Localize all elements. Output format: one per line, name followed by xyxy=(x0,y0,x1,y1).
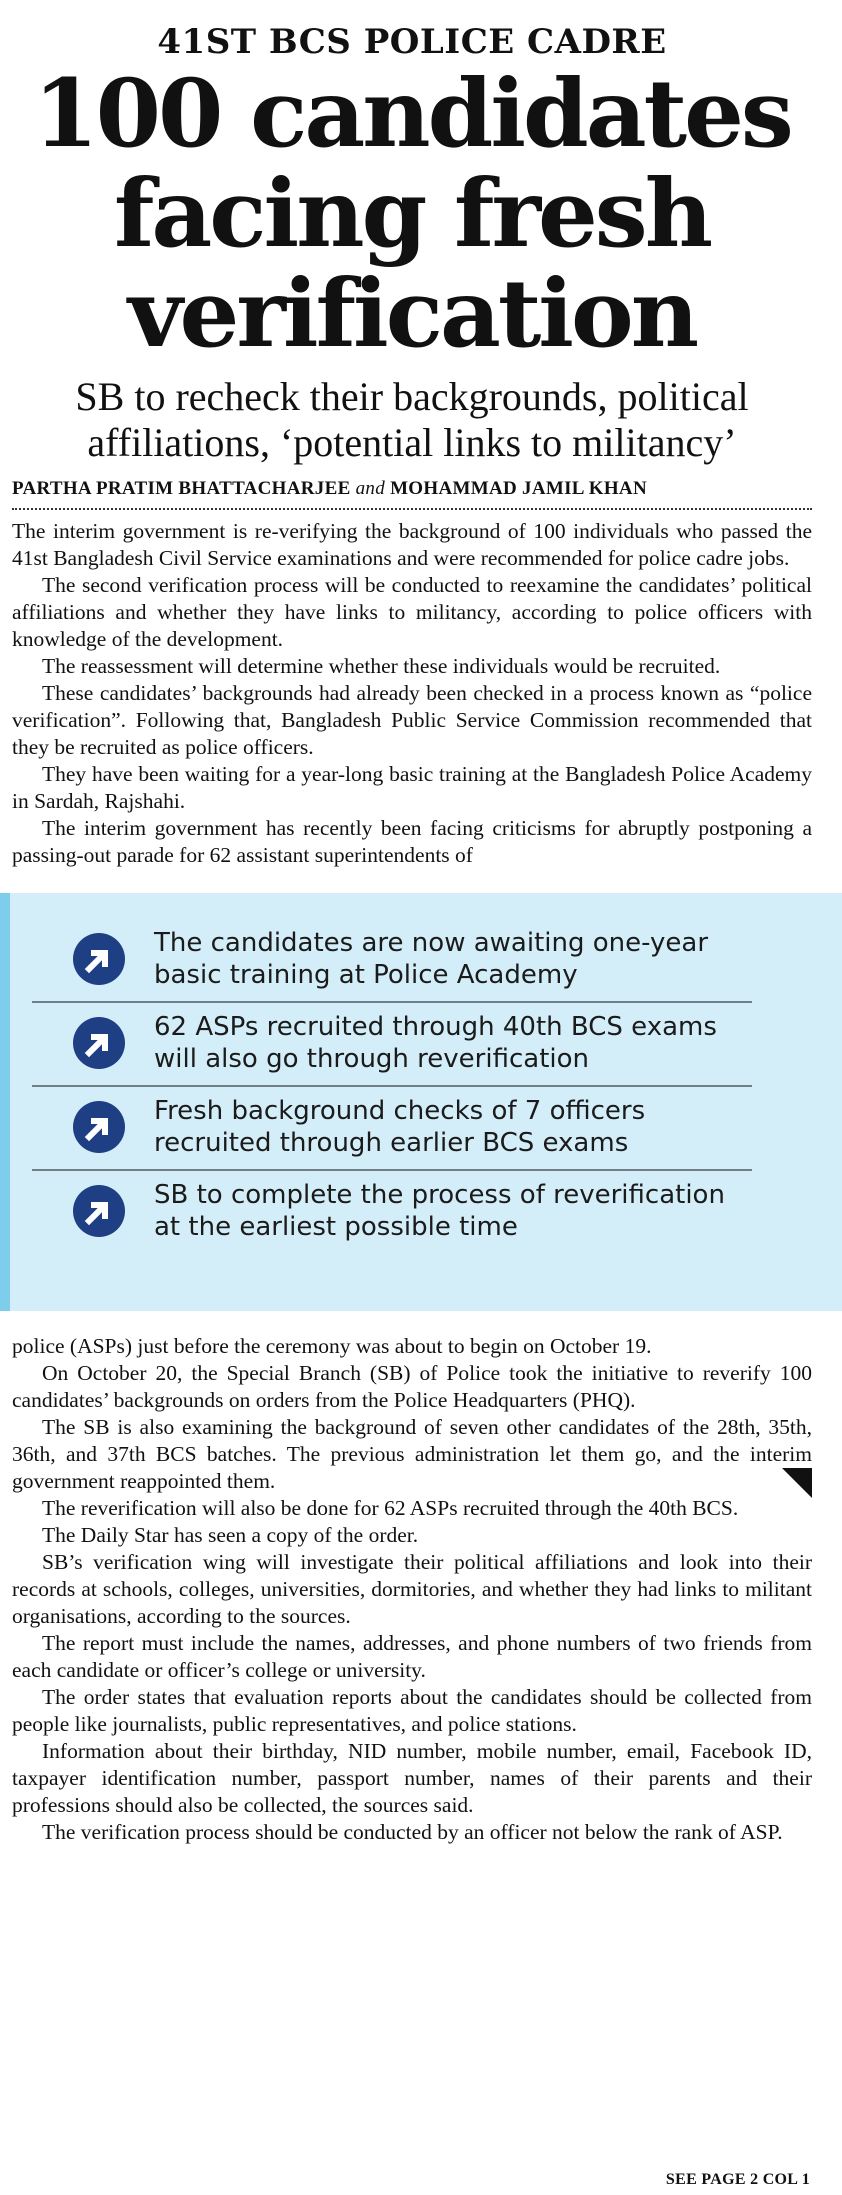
author-name: MOHAMMAD JAMIL KHAN xyxy=(390,478,647,499)
paragraph: The Daily Star has seen a copy of the order. xyxy=(42,1523,419,1547)
paragraph: The SB is also examining the background of seven other candidates of the 28th, 35th, 36th, and 37th BCS batches. The previous administration let them go, and the interim government reappointed them. xyxy=(12,1415,812,1493)
paragraph: SB’s verification wing will investigate their political affiliations and look into their records at schools, colleges, universities, dormitories, and whether they had links to militant organisations, according to the sources. xyxy=(12,1550,812,1628)
highlight-line: recruited through earlier BCS exams xyxy=(154,1128,629,1158)
highlight-item xyxy=(32,1003,752,1087)
paragraph: The second verification process will be conducted to reexamine the candidates’ political affiliations and whether they have links to militancy, according to police officers with knowledge of the development. xyxy=(12,573,812,651)
paragraph: On October 20, the Special Branch (SB) of Police took the initiative to reverify 100 candidates’ backgrounds on orders from the Police Headquarters (PHQ). xyxy=(12,1361,812,1412)
arrow-up-right-circle-icon xyxy=(72,1016,126,1070)
paragraph: They have been waiting for a year-long basic training at the Bangladesh Police Academy in Sardah, Rajshahi. xyxy=(12,762,812,813)
paragraph: Information about their birthday, NID number, mobile number, email, Facebook ID, taxpayer identification number, passport number, names of their parents and their professions should also be collected, the sources said. xyxy=(12,1739,812,1817)
paragraph: police (ASPs) just before the ceremony was about to begin on October 19. xyxy=(12,1334,652,1358)
subheadline xyxy=(12,374,812,466)
paragraph: The interim government has recently been facing criticisms for abruptly postponing a passing-out parade for 62 assistant superintendents of xyxy=(12,816,812,867)
highlight-line: 62 ASPs recruited through 40th BCS exams xyxy=(154,1012,717,1042)
highlight-item xyxy=(32,919,752,1003)
highlight-text xyxy=(154,1095,645,1159)
highlight-line: SB to complete the process of reverification xyxy=(154,1180,725,1210)
paragraph: The report must include the names, addresses, and phone numbers of two friends from each candidate or officer’s college or university. xyxy=(12,1631,812,1682)
highlight-item xyxy=(32,1087,752,1171)
paragraph: The reverification will also be done for 62 ASPs recruited through the 40th BCS. xyxy=(42,1496,739,1520)
corner-marker xyxy=(782,1468,812,1498)
highlight-item xyxy=(32,1171,752,1253)
highlight-line: Fresh background checks of 7 officers xyxy=(154,1096,646,1126)
paragraph: The reassessment will determine whether these individuals would be recruited. xyxy=(42,654,721,678)
highlight-line: at the earliest possible time xyxy=(154,1212,518,1242)
paragraph: These candidates’ backgrounds had already been checked in a process known as “police verification”. Following that, Bangladesh Public Service Commission recommended that they be recruited as police officers. xyxy=(12,681,812,759)
highlight-line: The candidates are now awaiting one-year xyxy=(154,928,709,958)
highlight-text xyxy=(154,1179,725,1243)
byline xyxy=(12,478,812,510)
headline xyxy=(12,59,812,369)
article-body-top xyxy=(12,518,812,869)
highlight-text xyxy=(154,1011,717,1075)
highlight-text xyxy=(154,927,708,991)
jump-link[interactable]: SEE PAGE 2 COL 1 xyxy=(665,2171,810,2188)
headline-line: facing fresh xyxy=(113,159,711,269)
paragraph: The order states that evaluation reports about the candidates should be collected from people like journalists, public representatives, and police stations. xyxy=(12,1685,812,1736)
arrow-up-right-circle-icon xyxy=(72,932,126,986)
highlights-box xyxy=(0,893,842,1311)
article-body-bottom xyxy=(12,1333,812,1846)
paragraph: The interim government is re-verifying the background of 100 individuals who passed the 41st Bangladesh Civil Service examinations and were recommended for police cadre jobs. xyxy=(12,519,812,570)
byline-conjunction: and xyxy=(355,478,386,499)
headline-line: 100 candidates xyxy=(33,59,791,169)
subheadline-line: affiliations, ‘potential links to militancy’ xyxy=(87,420,737,465)
highlight-line: will also go through reverification xyxy=(154,1044,589,1074)
arrow-up-right-circle-icon xyxy=(72,1184,126,1238)
headline-line: verification xyxy=(127,259,697,369)
arrow-up-right-circle-icon xyxy=(72,1100,126,1154)
paragraph: The verification process should be conducted by an officer not below the rank of ASP. xyxy=(42,1820,783,1844)
author-name: PARTHA PRATIM BHATTACHARJEE xyxy=(12,478,351,499)
highlight-line: basic training at Police Academy xyxy=(154,960,578,990)
kicker: 41ST BCS POLICE CADRE xyxy=(157,22,667,62)
subheadline-line: SB to recheck their backgrounds, political xyxy=(75,374,749,419)
